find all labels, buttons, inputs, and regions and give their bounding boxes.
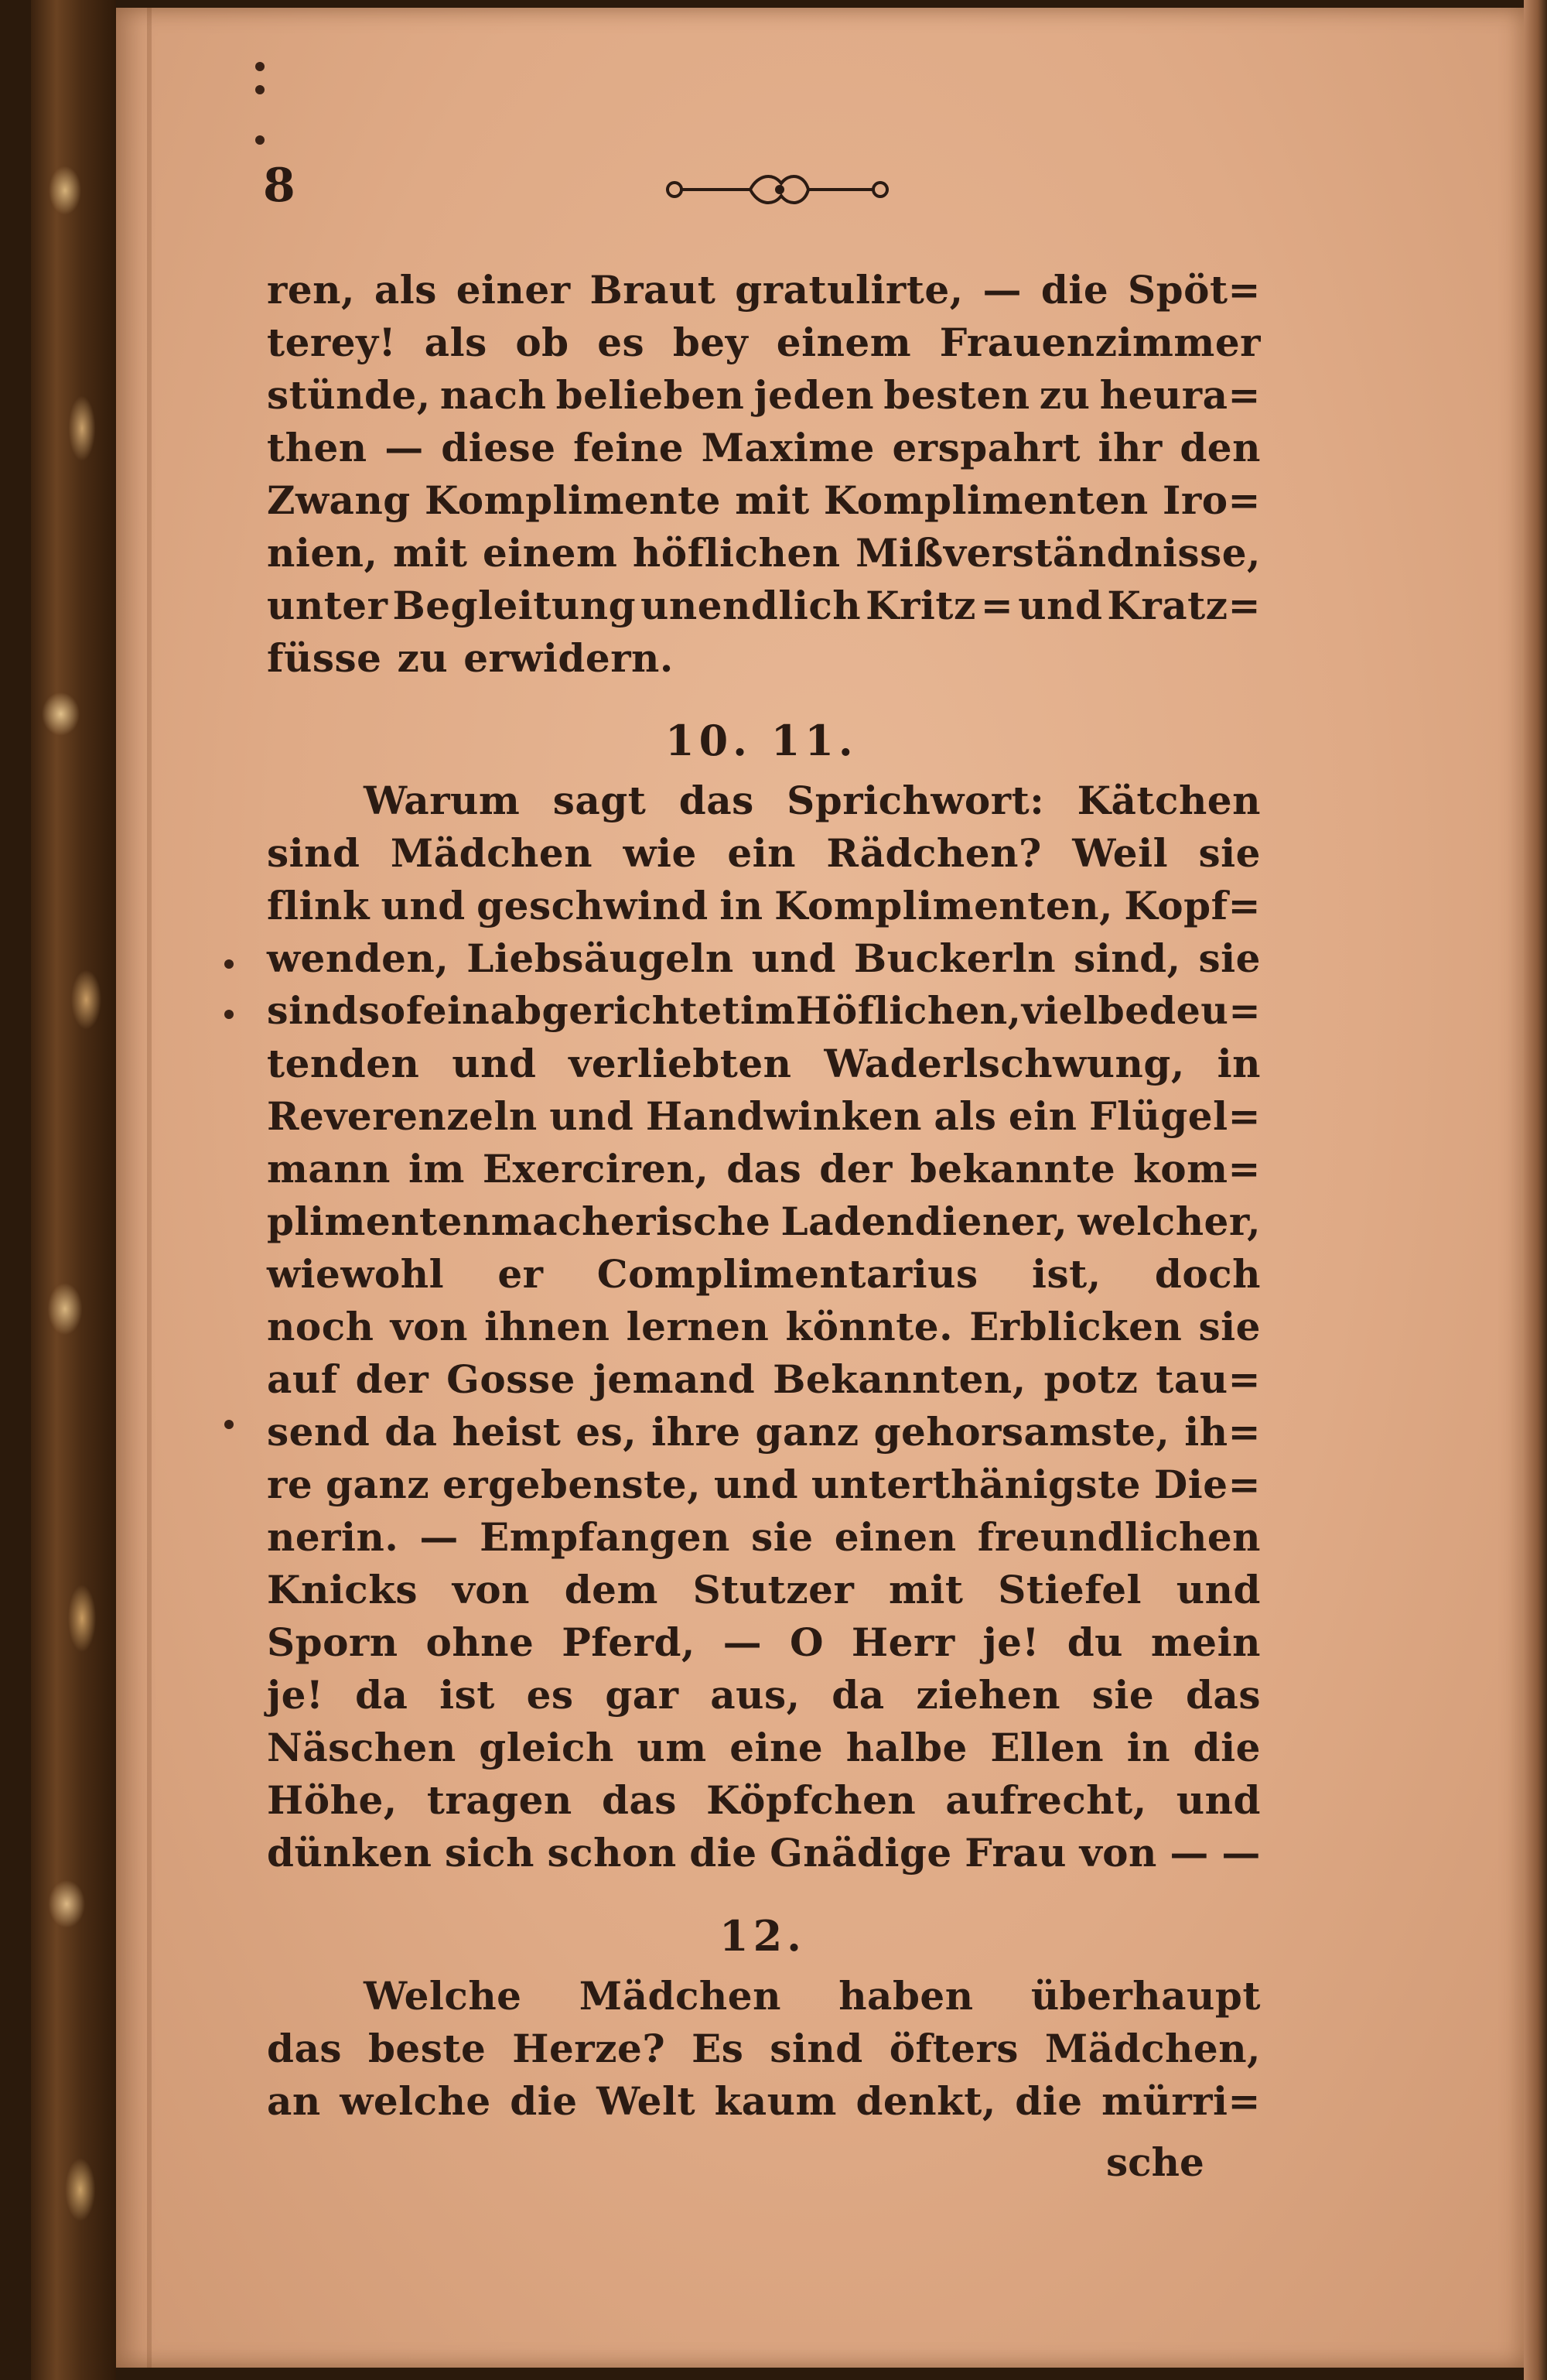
text-line: ren, als einer Braut gratulirte, — die Spöt= bbox=[267, 267, 1261, 313]
text-line: mann im Exerciren, das der bekannte kom= bbox=[267, 1146, 1261, 1192]
text-line: Welche Mädchen haben überhaupt bbox=[364, 1973, 1261, 2019]
text-line: auf der Gosse jemand Bekannten, potz tau= bbox=[267, 1356, 1261, 1402]
leather-binding bbox=[31, 0, 116, 2380]
text-line: je! da ist es gar aus, da ziehen sie das bbox=[267, 1672, 1261, 1718]
text-line: Warum sagt das Sprichwort: Kätchen bbox=[364, 778, 1261, 823]
margin-dot bbox=[255, 85, 265, 94]
text-line: Näschen gleich um eine halbe Ellen in die bbox=[267, 1725, 1261, 1770]
head-ornament bbox=[665, 166, 890, 213]
text-line: terey! als ob es bey einem Frauenzimmer bbox=[267, 320, 1261, 365]
text-line: an welche die Welt kaum denkt, die mürri= bbox=[267, 2078, 1261, 2124]
catchword: sche bbox=[1106, 2139, 1204, 2185]
text-line: send da heist es, ihre ganz gehorsamste, ih= bbox=[267, 1409, 1261, 1455]
text-line: das beste Herze? Es sind öfters Mädchen, bbox=[267, 2026, 1261, 2071]
text-line: tenden und verliebten Waderlschwung, in bbox=[267, 1041, 1261, 1086]
text-line: plimentenmacherische Ladendiener, welcher, bbox=[267, 1199, 1261, 1244]
text-line: Zwang Komplimente mit Komplimenten Iro= bbox=[267, 477, 1261, 523]
text-line: then — diese feine Maxime erspahrt ihr den bbox=[267, 425, 1261, 470]
margin-dot bbox=[255, 135, 265, 145]
text-line: nien, mit einem höflichen Mißverständnisse, bbox=[267, 530, 1261, 576]
text-line: unter Begleitung unendlich Kritz = und Kratz= bbox=[267, 583, 1261, 628]
margin-dot bbox=[255, 62, 265, 71]
text-line: Knicks von dem Stutzer mit Stiefel und bbox=[267, 1567, 1261, 1612]
text-line: Sporn ohne Pferd, — O Herr je! du mein bbox=[267, 1619, 1261, 1665]
gutter-fold bbox=[147, 8, 152, 2368]
text-line: Reverenzeln und Handwinken als ein Flügel= bbox=[267, 1093, 1261, 1139]
section-heading: 10. 11. bbox=[665, 716, 858, 765]
page-edge bbox=[1524, 0, 1547, 2380]
margin-dot bbox=[224, 1010, 234, 1019]
text-line: wenden, Liebsäugeln und Buckerln sind, sie bbox=[267, 935, 1261, 981]
text-line: flink und geschwind in Komplimenten, Kopf= bbox=[267, 883, 1261, 928]
text-line: nerin. — Empfangen sie einen freundlichen bbox=[267, 1514, 1261, 1560]
text-line: dünken sich schon die Gnädige Frau von — — bbox=[267, 1830, 1261, 1876]
section-heading: 12. bbox=[719, 1911, 806, 1961]
margin-dot bbox=[224, 959, 234, 969]
margin-dot bbox=[224, 1420, 234, 1429]
text-line: Höhe, tragen das Köpfchen aufrecht, und bbox=[267, 1777, 1261, 1823]
page-number: 8 bbox=[263, 159, 295, 213]
text-line: re ganz ergebenste, und unterthänigste Die= bbox=[267, 1462, 1261, 1507]
text-line: stünde, nach belieben jeden besten zu heura= bbox=[267, 372, 1261, 418]
text-line: füsse zu erwidern. bbox=[267, 635, 674, 681]
text-line: sind so fein abgerichtet im Höflichen, vielbedeu= bbox=[267, 988, 1261, 1033]
text-line: noch von ihnen lernen könnte. Erblicken sie bbox=[267, 1304, 1261, 1349]
text-line: sind Mädchen wie ein Rädchen? Weil sie bbox=[267, 830, 1261, 876]
text-line: wiewohl er Complimentarius ist, doch bbox=[267, 1251, 1261, 1297]
